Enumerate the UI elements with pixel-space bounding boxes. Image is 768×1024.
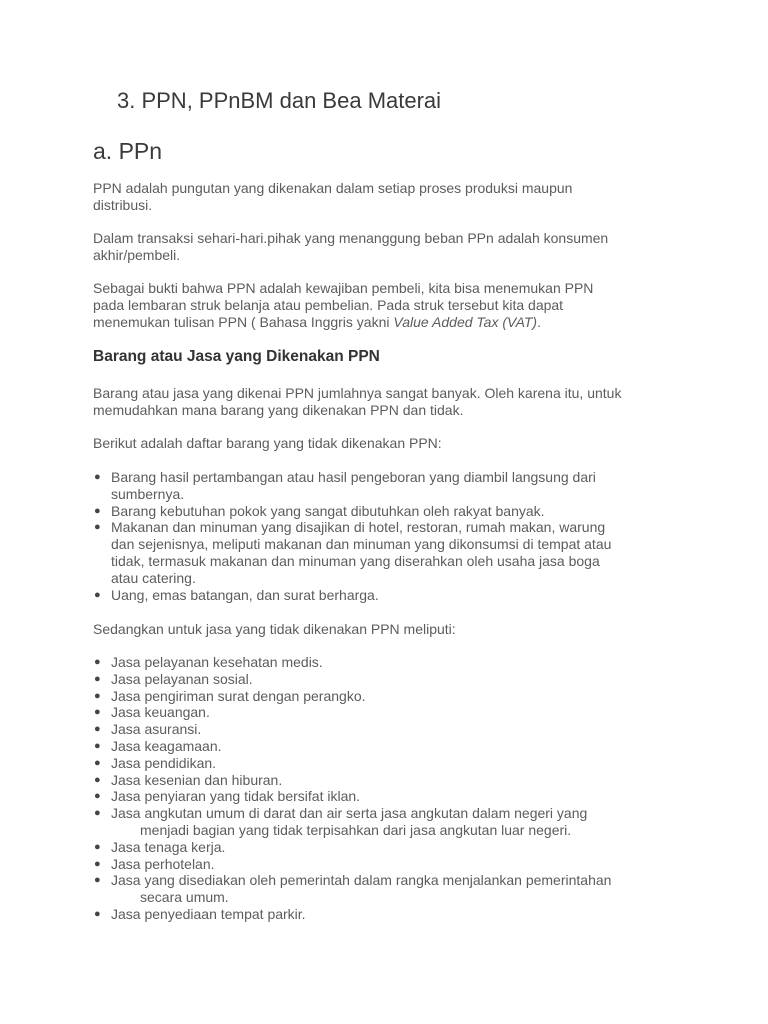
list-item [93, 587, 693, 604]
subsection-heading: a. PPn [93, 138, 163, 164]
paragraph-line: Sedangkan untuk jasa yang tidak dikenakan PPN meliputi: [93, 621, 456, 637]
bullet-icon: ● [94, 840, 101, 853]
bullet-icon: ● [94, 521, 101, 534]
list-item-text: sumbernya. [111, 485, 185, 502]
bullet-icon: ● [94, 588, 101, 601]
paragraph-line: distribusi. [93, 197, 153, 213]
paragraph-text: menemukan tulisan PPN ( Bahasa Inggris yakni [93, 314, 394, 330]
list-item-text: dan sejenisnya, meliputi makanan dan minuman yang dikonsumsi di tempat atau [111, 536, 612, 553]
list-item-text: Jasa keuangan. [111, 704, 210, 721]
list-item-text: Uang, emas batangan, dan surat berharga. [111, 586, 379, 603]
list-item [93, 469, 693, 503]
list-item-text: Makanan dan minuman yang disajikan di hotel, restoran, rumah makan, warung [111, 519, 606, 536]
list-item [93, 856, 693, 873]
paragraph-services-intro [93, 621, 693, 638]
bullet-icon: ● [94, 504, 101, 517]
list-item [93, 721, 693, 738]
list-item-text: Jasa angkutan umum di darat dan air serta jasa angkutan dalam negeri yang [111, 805, 588, 822]
paragraph-line: Dalam transaksi sehari-hari.pihak yang menanggung beban PPn adalah konsumen [93, 230, 609, 246]
paragraph-ppn-burden [93, 230, 693, 264]
paragraph-line: memudahkan mana barang yang dikenakan PPN dan tidak. [93, 402, 464, 418]
vat-term: Value Added Tax (VAT) [393, 314, 538, 330]
list-item-text: secara umum. [140, 889, 229, 906]
paragraph-line: Berikut adalah daftar barang yang tidak dikenakan PPN: [93, 435, 442, 451]
bullet-icon: ● [94, 790, 101, 803]
paragraph-goods-list-intro [93, 435, 693, 452]
list-item [93, 772, 693, 789]
list-item-text: Jasa kesenian dan hiburan. [111, 771, 283, 788]
goods-exempt-list [93, 469, 693, 603]
list-item [93, 688, 693, 705]
bullet-icon: ● [94, 471, 101, 483]
list-item [93, 755, 693, 772]
paragraph-ppn-definition [93, 180, 693, 214]
services-exempt-list [93, 654, 693, 923]
bullet-icon: ● [94, 656, 101, 668]
list-item [93, 654, 693, 671]
paragraph-line: Sebagai bukti bahwa PPN adalah kewajiban pembeli, kita bisa menemukan PPN [93, 280, 594, 296]
list-item [93, 788, 693, 805]
bullet-icon: ● [94, 807, 101, 820]
list-item-text: Jasa penyiaran yang tidak bersifat iklan. [111, 788, 361, 805]
list-item-text: menjadi bagian yang tidak terpisahkan dari jasa angkutan luar negeri. [140, 821, 572, 838]
bullet-icon: ● [94, 857, 101, 870]
list-item-text: Jasa pelayanan kesehatan medis. [111, 654, 323, 670]
bullet-icon: ● [94, 874, 101, 887]
list-item [93, 839, 693, 856]
list-item-text: Jasa keagamaan. [111, 737, 222, 754]
paragraph-line: akhir/pembeli. [93, 247, 181, 263]
paragraph-line: PPN adalah pungutan yang dikenakan dalam setiap proses produksi maupun [93, 180, 573, 196]
paragraph-ppn-receipt [93, 280, 693, 331]
bullet-icon: ● [94, 756, 101, 769]
list-item-text: Jasa tenaga kerja. [111, 838, 226, 855]
list-item [93, 738, 693, 755]
list-item-text: Jasa asuransi. [111, 721, 202, 738]
list-item-text: atau catering. [111, 569, 196, 586]
list-item [93, 872, 693, 906]
paragraph-line: Barang atau jasa yang dikenai PPN jumlahnya sangat banyak. Oleh karena itu, untuk [93, 385, 622, 401]
bullet-icon: ● [94, 907, 101, 920]
list-item-text: Jasa yang disediakan oleh pemerintah dalam rangka menjalankan pemerintahan [111, 872, 612, 889]
list-item [93, 805, 693, 839]
list-item [93, 519, 693, 586]
bullet-icon: ● [94, 672, 101, 685]
bullet-icon: ● [94, 689, 101, 702]
paragraph-line: pada lembaran struk belanja atau pembelian. Pada struk tersebut kita dapat [93, 297, 564, 313]
list-item-text: Barang kebutuhan pokok yang sangat dibutuhkan oleh rakyat banyak. [111, 502, 545, 519]
list-item [93, 671, 693, 688]
list-item-text: Barang hasil pertambangan atau hasil pengeboran yang diambil langsung dari [111, 469, 596, 485]
list-item-text: Jasa pendidikan. [111, 754, 217, 771]
paragraph-line [93, 314, 693, 331]
list-item-text: tidak, termasuk makanan dan minuman yang diserahkan oleh usaha jasa boga [111, 552, 600, 569]
bullet-icon: ● [94, 723, 101, 736]
section-heading: 3. PPN, PPnBM dan Bea Materai [117, 88, 442, 113]
bold-heading: Barang atau Jasa yang Dikenakan PPN [93, 348, 380, 365]
list-item [93, 906, 693, 923]
list-item-text: Jasa perhotelan. [111, 855, 215, 872]
list-item-text: Jasa pengiriman surat dengan perangko. [111, 687, 366, 704]
list-item [93, 503, 693, 520]
list-item-text: Jasa penyediaan tempat parkir. [111, 905, 306, 922]
bullet-icon: ● [94, 706, 101, 719]
paragraph-text: . [537, 314, 541, 330]
bullet-icon: ● [94, 773, 101, 786]
paragraph-goods-intro [93, 385, 693, 419]
list-item [93, 704, 693, 721]
list-item-text: Jasa pelayanan sosial. [111, 670, 253, 687]
bullet-icon: ● [94, 739, 101, 752]
